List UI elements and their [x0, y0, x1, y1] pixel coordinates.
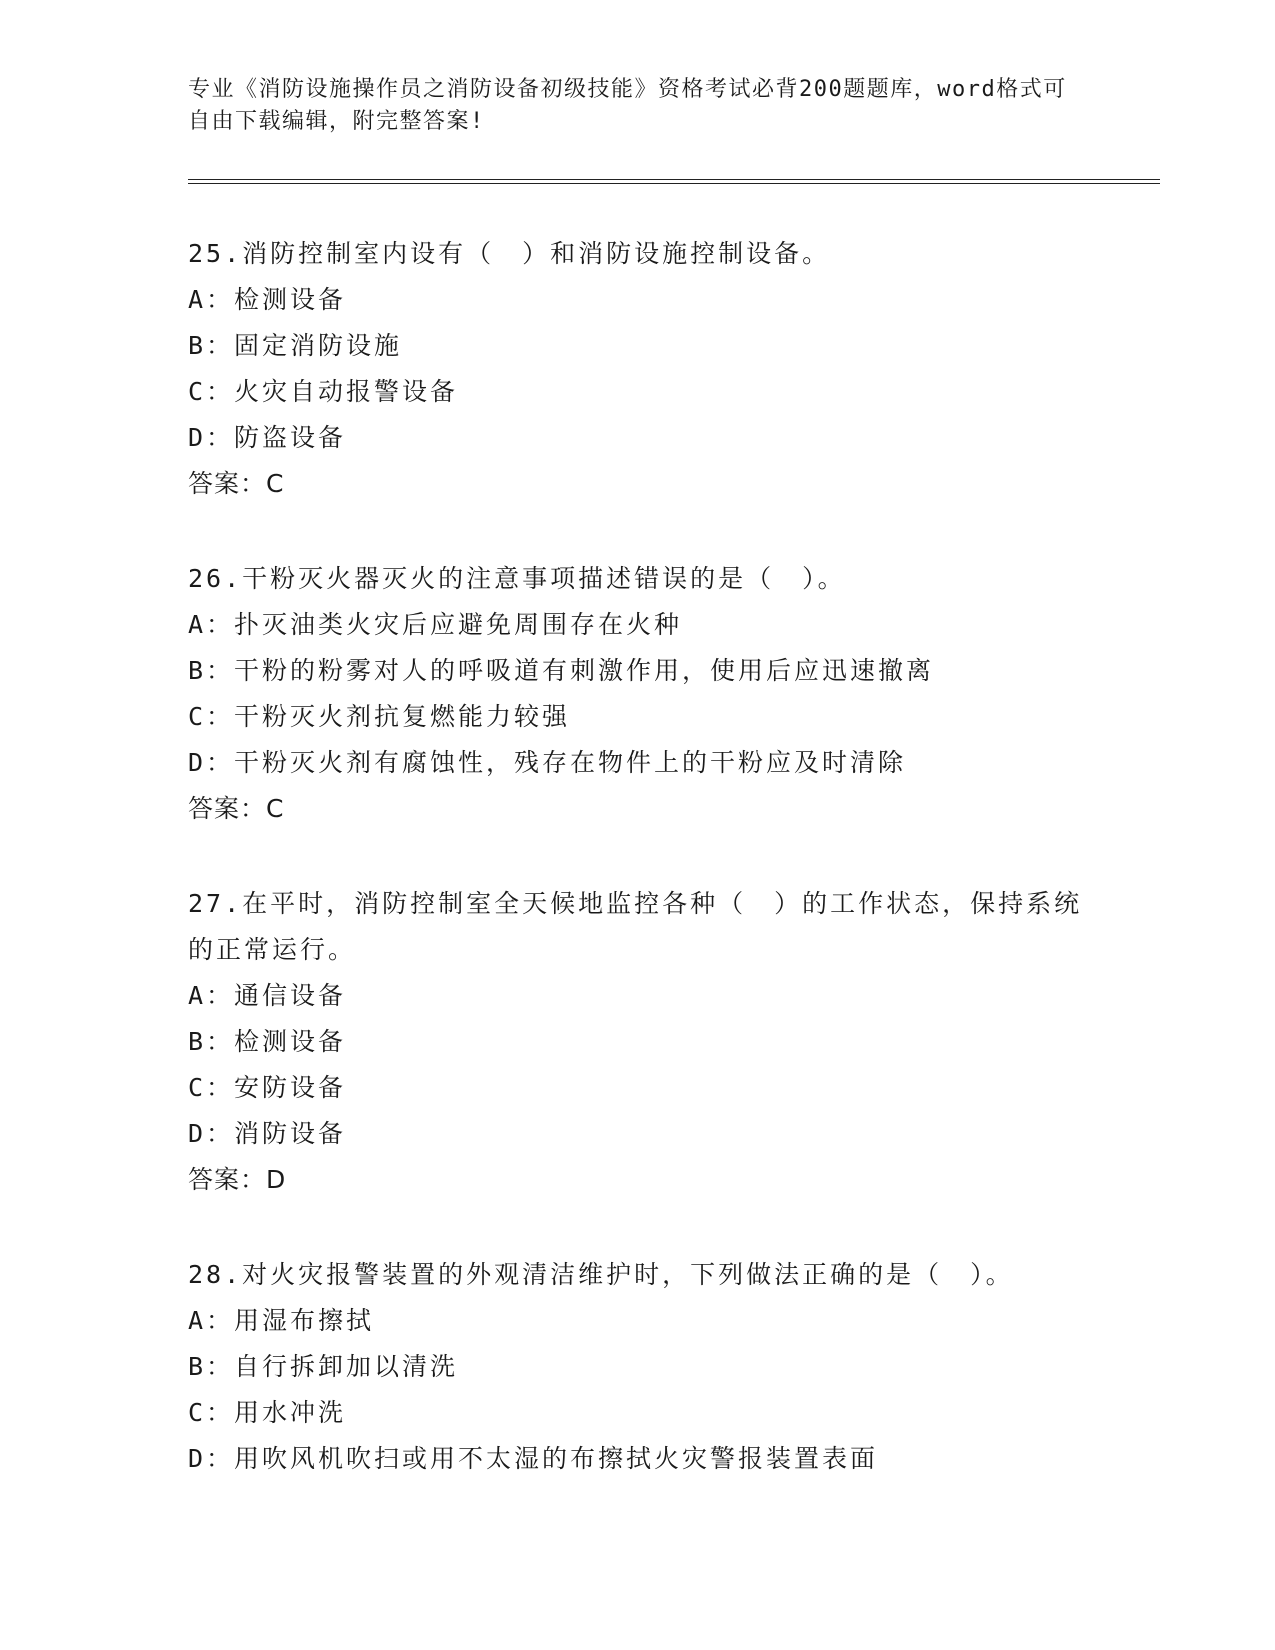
question-27: [188, 881, 1088, 1203]
option-c: C：干粉灭火剂抗复燃能力较强: [188, 702, 571, 731]
option-c: C：安防设备: [188, 1073, 347, 1102]
question-stem: 27.在平时，消防控制室全天候地监控各种（ ）的工作状态，保持系统的正常运行。: [188, 889, 1083, 964]
header-rule-top: [188, 179, 1160, 180]
answer: 答案：C: [188, 469, 285, 498]
document-header: 专业《消防设施操作员之消防设备初级技能》资格考试必背200题题库，word格式可自由下载编辑，附完整答案!: [188, 77, 1067, 134]
option-c: C：用水冲洗: [188, 1398, 347, 1427]
option-a: A：用湿布擦拭: [188, 1306, 375, 1335]
answer: 答案：D: [188, 1165, 287, 1194]
header-rule-bottom: [188, 183, 1160, 184]
question-stem: 25.消防控制室内设有（ ）和消防设施控制设备。: [188, 239, 831, 268]
question-stem: 26.干粉灭火器灭火的注意事项描述错误的是（ ）。: [188, 564, 846, 593]
option-a: A：检测设备: [188, 285, 347, 314]
option-d: D：消防设备: [188, 1119, 347, 1148]
option-d: D：干粉灭火剂有腐蚀性，残存在物件上的干粉应及时清除: [188, 748, 907, 777]
option-b: B：检测设备: [188, 1027, 347, 1056]
question-25: [188, 231, 1088, 507]
option-b: B：干粉的粉雾对人的呼吸道有刺激作用，使用后应迅速撤离: [188, 656, 935, 685]
option-d: D：用吹风机吹扫或用不太湿的布擦拭火灾警报装置表面: [188, 1444, 879, 1473]
option-b: B：自行拆卸加以清洗: [188, 1352, 459, 1381]
option-a: A：通信设备: [188, 981, 347, 1010]
answer: 答案：C: [188, 794, 285, 823]
option-a: A：扑灭油类火灾后应避免周围存在火种: [188, 610, 683, 639]
option-b: B：固定消防设施: [188, 331, 403, 360]
question-stem: 28.对火灾报警装置的外观清洁维护时，下列做法正确的是（ ）。: [188, 1260, 1014, 1289]
option-c: C：火灾自动报警设备: [188, 377, 459, 406]
question-26: [188, 556, 1088, 832]
option-d: D：防盗设备: [188, 423, 347, 452]
question-28: [188, 1252, 1088, 1482]
